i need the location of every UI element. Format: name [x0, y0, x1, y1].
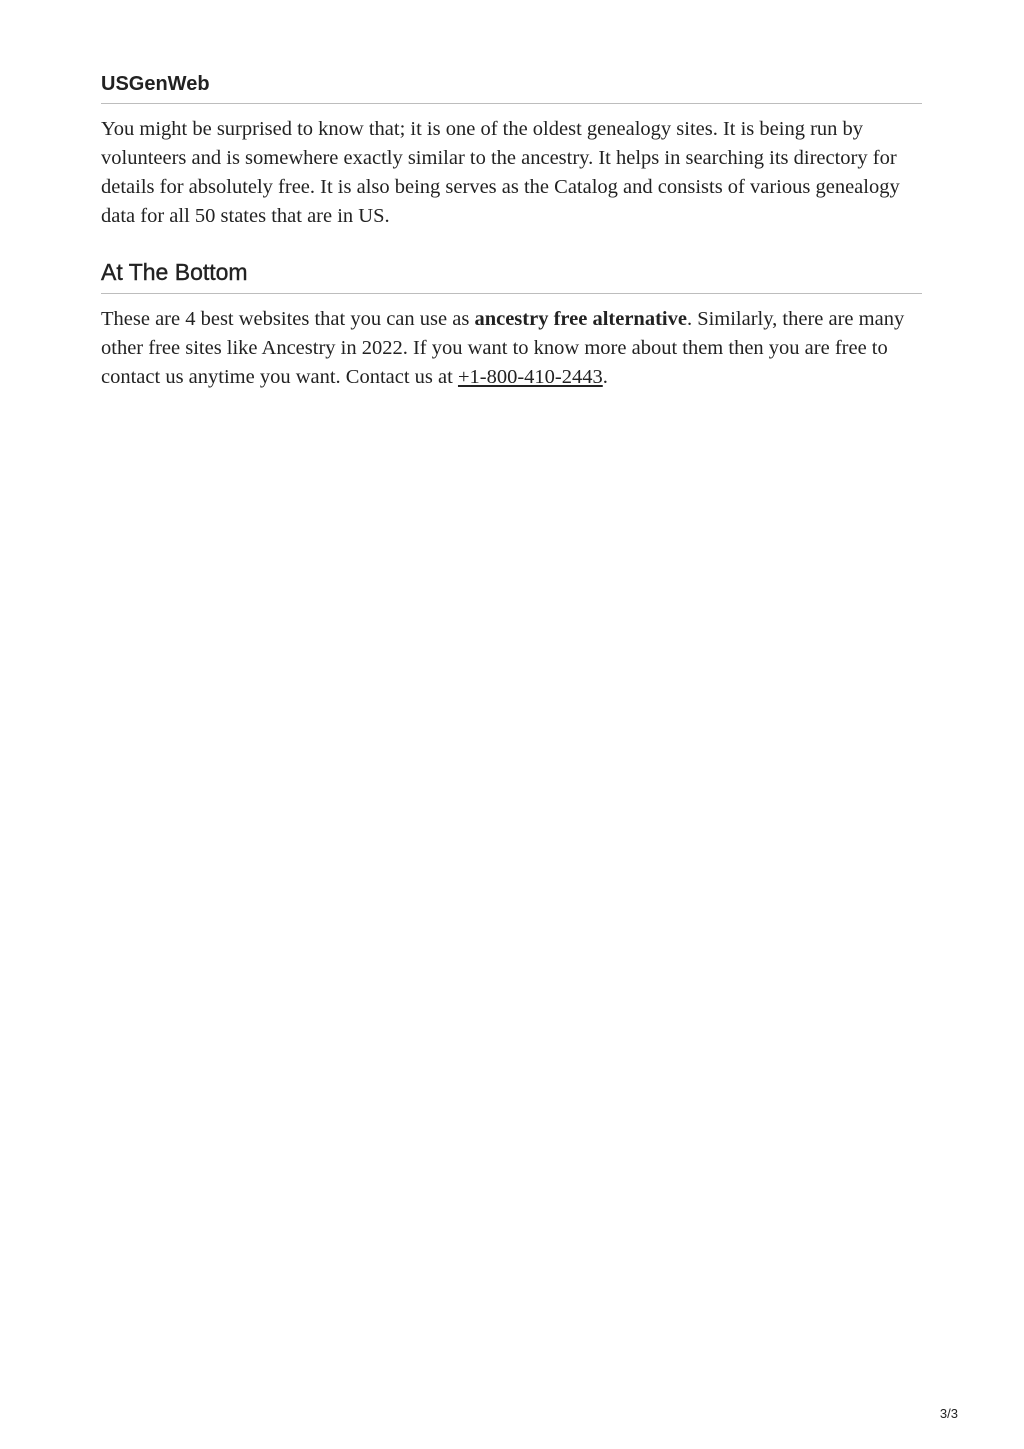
usgenweb-paragraph: You might be surprised to know that; it is one of the oldest genealogy sites. It is being run by volunteers and is somewhere exactly similar to the ancestry. It helps in searching its directory for details for absolutely free. It is also being serves as the Catalog and consists of various genealogy data for all 50 states that are in US.	[101, 118, 900, 227]
section-heading-at-the-bottom: At The Bottom	[101, 257, 922, 294]
conclusion-text-start: These are 4 best websites that you can use as	[101, 308, 475, 330]
keyword-bold: ancestry free alternative	[474, 308, 687, 330]
page-number: 3/3	[939, 1406, 958, 1421]
document-content	[101, 70, 922, 392]
phone-link[interactable]: +1-800-410-2443	[457, 366, 603, 388]
conclusion-paragraph	[101, 305, 922, 392]
conclusion-text-end: .	[602, 366, 608, 388]
section-heading-usgenweb: USGenWeb	[101, 70, 922, 104]
conclusion-text-middle: . Similarly, there are many other free sites like Ancestry in 2022. If you want to know more about them then you are free to contact us anytime you want. Contact us at	[101, 308, 905, 388]
